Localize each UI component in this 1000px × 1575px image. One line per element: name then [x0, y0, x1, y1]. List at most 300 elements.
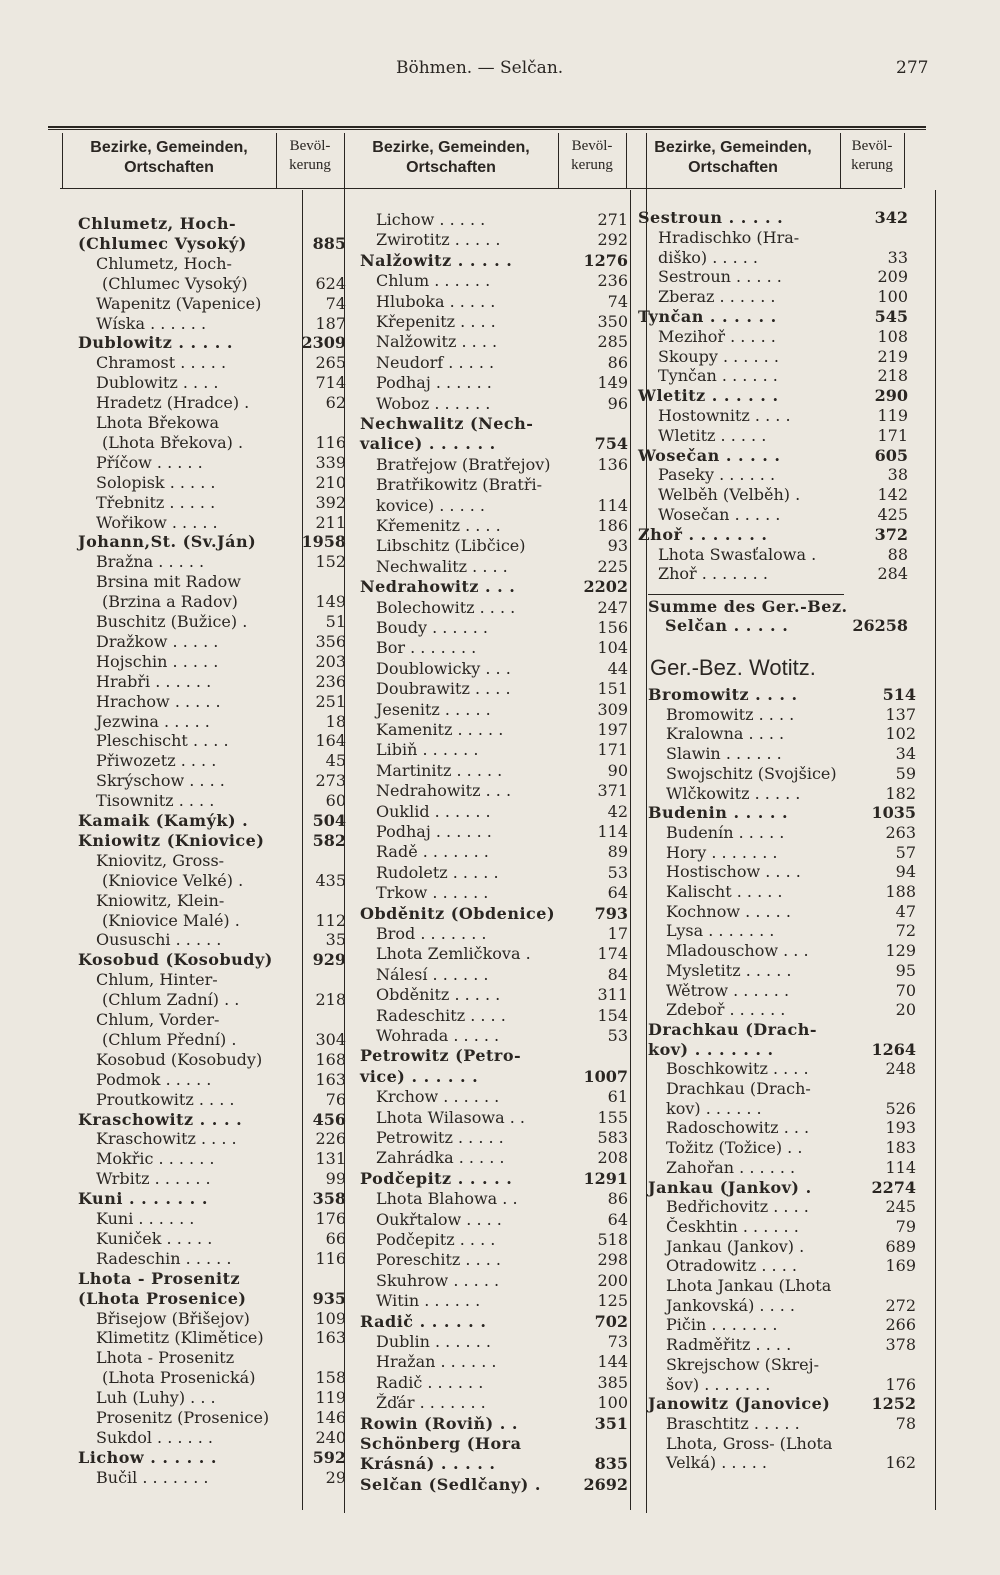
population-value: 108: [877, 326, 908, 346]
population-value: 95: [895, 960, 916, 980]
place-name: Obděnitz (Obdenice): [360, 903, 556, 923]
place-name: Českhtin . . . . . .: [666, 1216, 799, 1236]
population-value: 34: [895, 744, 916, 764]
population-value: 112: [315, 910, 346, 930]
place-name: Wohrada . . . . .: [376, 1026, 500, 1045]
population-value: 57: [895, 842, 916, 862]
place-name: Nalžowitz . . . . .: [360, 250, 513, 270]
place-name: Hradetz (Hradce) .: [96, 393, 250, 413]
place-name: Krchow . . . . . .: [376, 1087, 500, 1107]
population-value: 226: [315, 1129, 346, 1149]
population-value: 72: [895, 921, 916, 941]
population-value: 2274: [871, 1177, 916, 1197]
place-name: Slawin . . . . . .: [666, 744, 782, 764]
population-value: 311: [597, 985, 628, 1005]
population-value: 45: [325, 751, 346, 771]
population-value: 176: [885, 1374, 916, 1394]
population-value: 168: [315, 1049, 346, 1069]
place-name: Břisejow (Břišejov): [96, 1308, 250, 1328]
population-value: 605: [874, 445, 908, 465]
col1-header-pop: Bevöl- kerung: [289, 138, 331, 173]
population-value: 1958: [301, 532, 346, 552]
place-name: Hory . . . . . . .: [666, 842, 778, 862]
population-value: 158: [315, 1368, 346, 1388]
population-value: 102: [885, 724, 916, 744]
population-value: 35: [325, 930, 346, 950]
population-value: 514: [882, 685, 916, 704]
place-name: Hojschin . . . . .: [96, 651, 219, 671]
place-name: Jesenitz . . . . .: [376, 699, 491, 719]
population-value: 211: [315, 512, 346, 532]
population-value: 200: [597, 1270, 628, 1290]
place-name: Lhota Jankau (Lhota: [666, 1276, 832, 1295]
place-name: Tisownitz . . . .: [96, 791, 215, 811]
place-name: Bražna . . . . .: [96, 552, 205, 572]
place-name: Libiň . . . . . .: [376, 740, 479, 760]
place-name: Příčow . . . . .: [96, 452, 203, 472]
population-value: 174: [597, 944, 628, 964]
population-value: 29: [325, 1467, 346, 1487]
population-value: 271: [597, 210, 628, 229]
place-name: Skrejschow (Skrej-: [666, 1354, 820, 1374]
place-name: Chlum . . . . . .: [376, 271, 491, 291]
population-value: 79: [895, 1216, 916, 1236]
population-value: 545: [874, 307, 908, 326]
population-value: 885: [312, 233, 346, 253]
place-name: Radoschowitz . . .: [666, 1118, 810, 1138]
col2-header-pop: Bevöl- kerung: [571, 138, 613, 173]
population-value: 203: [315, 651, 346, 671]
place-name: Janowitz (Janovice): [648, 1394, 831, 1414]
population-value: 342: [874, 208, 908, 227]
population-value: 218: [315, 990, 346, 1010]
population-value: 272: [885, 1295, 916, 1315]
population-value: 624: [315, 273, 346, 293]
place-name: Hražan . . . . . .: [376, 1352, 497, 1372]
population-value: 285: [597, 332, 628, 352]
population-value: 2202: [583, 577, 628, 597]
population-value: 1264: [871, 1039, 916, 1059]
place-name: Lichow . . . . . .: [78, 1447, 217, 1467]
place-name: Kalischt . . . . .: [666, 882, 783, 901]
population-value: 592: [312, 1447, 346, 1467]
place-name: Velká) . . . . .: [666, 1453, 768, 1473]
place-name: Lhota, Gross- (Lhota: [666, 1433, 833, 1453]
place-name: kov) . . . . . .: [666, 1098, 762, 1118]
population-value: 929: [312, 950, 346, 970]
place-name: Wletitz . . . . . .: [638, 386, 779, 406]
place-name: Nechwalitz . . . .: [376, 556, 508, 576]
place-name: Nedrahowitz . . .: [360, 577, 516, 597]
place-name: Radě . . . . . . .: [376, 842, 489, 862]
population-value: 187: [315, 313, 346, 333]
place-name: Drachkau (Drach-: [666, 1079, 811, 1098]
place-name: Prosenitz (Prosenice): [96, 1408, 270, 1427]
population-value: 70: [895, 980, 916, 1000]
place-name: Kniovitz, Gross-: [96, 850, 225, 870]
place-name: Sestroun . . . . .: [638, 208, 784, 227]
place-name: (Kniovice Velké) .: [102, 870, 244, 890]
rule-v: [630, 190, 631, 1510]
population-value: 73: [607, 1332, 628, 1351]
place-name: Mladouschow . . .: [666, 941, 809, 961]
population-value: 754: [594, 434, 628, 454]
section-title-wotitz: Ger.-Bez. Wotitz.: [650, 655, 816, 680]
population-value: 273: [315, 771, 346, 791]
place-name: Zdeboř . . . . . .: [666, 1000, 786, 1020]
place-name: Martinitz . . . . .: [376, 760, 503, 780]
place-name: vice) . . . . . .: [360, 1066, 479, 1086]
rule-v: [840, 133, 841, 188]
population-value: 298: [597, 1250, 628, 1270]
place-name: Doublowicky . . .: [376, 658, 511, 678]
population-value: 356: [315, 631, 346, 651]
place-name: Bratřikowitz (Bratři-: [376, 475, 543, 495]
place-name: Budenín . . . . .: [666, 822, 785, 842]
place-name: Doubrawitz . . . .: [376, 679, 511, 699]
place-name: Swojschitz (Svojšice): [666, 763, 837, 783]
population-value: 209: [877, 267, 908, 287]
population-value: 53: [607, 1026, 628, 1045]
population-value: 1007: [583, 1066, 628, 1086]
population-value: 371: [597, 781, 628, 801]
place-name: Buschitz (Bužice) .: [96, 612, 248, 631]
population-value: 144: [597, 1352, 628, 1372]
population-value: 59: [895, 763, 916, 783]
place-name: Lhota - Prosenitz: [96, 1348, 235, 1368]
population-value: 146: [315, 1408, 346, 1427]
place-name: Chlumetz, Hoch-: [78, 214, 237, 233]
place-name: Petrowitz . . . . .: [376, 1128, 504, 1147]
population-value: 714: [315, 373, 346, 393]
place-name: Hrachow . . . . .: [96, 691, 221, 711]
population-value: 208: [597, 1148, 628, 1168]
place-name: Schönberg (Hora: [360, 1434, 522, 1453]
place-name: Sukdol . . . . . .: [96, 1427, 213, 1447]
population-value: 1276: [583, 250, 628, 270]
place-name: Nálesí . . . . . .: [376, 964, 489, 984]
population-value: 100: [597, 1393, 628, 1413]
population-value: 136: [597, 454, 628, 474]
population-value: 240: [315, 1427, 346, 1447]
place-name: kov) . . . . . . .: [648, 1039, 774, 1059]
population-value: 526: [885, 1098, 916, 1118]
population-value: 835: [594, 1454, 628, 1474]
place-name: Wořikow . . . . .: [96, 512, 218, 532]
place-name: (Lhota Prosenice): [78, 1288, 247, 1308]
place-name: Podmok . . . . .: [96, 1069, 212, 1089]
page-header: [0, 58, 1000, 82]
table-top-rule-thin: [48, 129, 926, 130]
place-name: Podhaj . . . . . .: [376, 373, 492, 393]
population-value: 152: [315, 552, 346, 572]
place-name: Hostischow . . . .: [666, 862, 801, 882]
population-value: 17: [607, 924, 628, 943]
population-value: 151: [597, 679, 628, 699]
population-value: 425: [877, 505, 908, 524]
population-value: 94: [895, 862, 916, 882]
place-name: Bromowitz . . . .: [666, 704, 795, 724]
population-value: 1035: [871, 803, 916, 823]
place-name: Chramost . . . . .: [96, 353, 227, 373]
place-name: Tožitz (Tožice) . .: [666, 1138, 803, 1158]
place-name: Mezihoř . . . . .: [658, 326, 776, 346]
population-value: 1252: [871, 1394, 916, 1414]
population-value: 583: [597, 1128, 628, 1147]
population-value: 137: [885, 704, 916, 724]
place-name: Proutkowitz . . . .: [96, 1089, 235, 1109]
population-value: 176: [315, 1209, 346, 1228]
place-name: Zhoř . . . . . . .: [638, 524, 768, 544]
population-value: 183: [885, 1138, 916, 1158]
place-name: Podčepitz . . . . .: [360, 1168, 513, 1188]
population-value: 163: [315, 1328, 346, 1348]
col2-header-name: Bezirke, Gemeinden, Ortschaften: [372, 139, 530, 176]
place-name: Radměřitz . . . .: [666, 1335, 792, 1355]
place-name: Chlum, Vorder-: [96, 1010, 220, 1029]
population-value: 435: [315, 870, 346, 890]
population-value: 149: [597, 373, 628, 393]
summary-rule: [648, 594, 844, 595]
place-name: Dublowitz . . . . .: [78, 333, 233, 353]
place-name: Johann,St. (Sv.Ján): [78, 532, 257, 552]
rule-v: [904, 133, 905, 188]
place-name: Welběh (Velběh) .: [658, 485, 801, 505]
population-value: 104: [597, 638, 628, 658]
place-name: Hrabři . . . . . .: [96, 671, 212, 691]
population-value: 188: [885, 882, 916, 901]
place-name: Pičin . . . . . . .: [666, 1315, 778, 1335]
population-value: 392: [315, 492, 346, 512]
place-name: Křemenitz . . . .: [376, 516, 501, 535]
population-value: 350: [597, 312, 628, 331]
place-name: Drachkau (Drach-: [648, 1019, 817, 1039]
place-name: kovice) . . . . .: [376, 495, 486, 515]
population-value: 99: [325, 1169, 346, 1189]
place-name: Bromowitz . . . .: [648, 685, 798, 704]
population-value: 236: [315, 671, 346, 691]
population-value: 351: [594, 1413, 628, 1433]
population-value: 582: [312, 830, 346, 850]
population-value: 60: [325, 791, 346, 811]
place-name: Braschtitz . . . . .: [666, 1413, 800, 1433]
place-name: Hluboka . . . . .: [376, 291, 496, 311]
population-value: 2309: [301, 333, 346, 353]
place-name: Kochnow . . . . .: [666, 901, 791, 921]
population-value: 372: [874, 524, 908, 544]
place-name: Brsina mit Radow: [96, 572, 241, 592]
population-value: 378: [885, 1335, 916, 1355]
population-value: 89: [607, 842, 628, 862]
place-name: Lhota Swasťalowa .: [658, 544, 817, 564]
place-name: Mokřic . . . . . .: [96, 1149, 215, 1169]
population-value: 247: [597, 597, 628, 617]
place-name: Podhaj . . . . . .: [376, 822, 492, 841]
place-name: Kniowitz (Kniovice): [78, 830, 265, 850]
place-name: Třebnitz . . . . .: [96, 492, 216, 512]
place-name: Radič . . . . . .: [360, 1311, 487, 1331]
place-name: Tynčan . . . . . .: [638, 307, 777, 326]
rule-v: [276, 133, 277, 188]
place-name: (Lhota Prosenická): [102, 1368, 256, 1388]
population-value: 88: [887, 544, 908, 564]
place-name: Bolechowitz . . . .: [376, 597, 516, 617]
population-value: 142: [877, 485, 908, 505]
place-name: Oukřtalow . . . .: [376, 1209, 502, 1229]
place-name: Kraschowitz . . . .: [96, 1129, 237, 1149]
population-value: 339: [315, 452, 346, 472]
place-name: Kralowna . . . .: [666, 724, 785, 744]
place-name: Zberaz . . . . . .: [658, 287, 776, 307]
place-name: Nechwalitz (Nech-: [360, 414, 534, 433]
population-value: 74: [607, 291, 628, 311]
place-name: Poreschitz . . . .: [376, 1250, 502, 1270]
rule-v: [626, 133, 627, 188]
population-value: 18: [325, 711, 346, 731]
place-name: Lhota Zemličkova .: [376, 944, 531, 964]
population-value: 74: [325, 293, 346, 313]
table-top-rule: [48, 126, 926, 128]
place-name: Dražkow . . . . .: [96, 631, 219, 651]
population-value: 163: [315, 1069, 346, 1089]
place-name: Jankau (Jankov) .: [648, 1177, 812, 1197]
place-name: Boschkowitz . . . .: [666, 1059, 809, 1079]
population-value: 114: [885, 1157, 916, 1177]
population-value: 385: [597, 1372, 628, 1392]
population-value: 109: [315, 1308, 346, 1328]
place-name: Kosobud (Kosobudy): [96, 1049, 263, 1069]
place-name: Jankau (Jankov) .: [666, 1236, 805, 1256]
summary-label-1: Summe des Ger.-Bez.: [648, 597, 848, 616]
population-value: 61: [607, 1087, 628, 1107]
population-value: 116: [315, 1248, 346, 1268]
place-name: Skuhrow . . . . .: [376, 1270, 500, 1290]
place-name: Bratřejow (Bratřejov): [376, 454, 551, 474]
place-name: Podčepitz . . . .: [376, 1230, 496, 1249]
col3-header-name: Bezirke, Gemeinden, Ortschaften: [654, 139, 812, 176]
population-value: 84: [607, 964, 628, 984]
population-value: 96: [607, 393, 628, 413]
place-name: Libschitz (Libčice): [376, 536, 526, 556]
population-value: 149: [315, 592, 346, 612]
place-name: Wětrow . . . . . .: [666, 980, 790, 1000]
place-name: (Lhota Břekova) .: [102, 432, 244, 452]
population-value: 53: [607, 862, 628, 882]
place-name: Budenin . . . . .: [648, 803, 789, 823]
place-name: (Chlumec Vysoký): [102, 273, 248, 293]
place-name: Chlum, Hinter-: [96, 970, 218, 990]
place-name: Luh (Luhy) . . .: [96, 1388, 216, 1408]
place-name: (Chlum Zadní) . .: [102, 990, 240, 1010]
place-name: Wosečan . . . . .: [658, 505, 781, 524]
place-name: Rudoletz . . . . .: [376, 862, 499, 882]
place-name: Kniowitz, Klein-: [96, 890, 225, 910]
population-value: 182: [885, 783, 916, 803]
population-value: 93: [607, 536, 628, 556]
population-value: 689: [885, 1236, 916, 1256]
population-value: 129: [885, 941, 916, 961]
col3-header-pop: Bevöl- kerung: [851, 138, 893, 173]
place-name: Nedrahowitz . . .: [376, 781, 512, 801]
population-value: 38: [887, 465, 908, 485]
population-value: 263: [885, 822, 916, 842]
population-value: 169: [885, 1256, 916, 1276]
population-value: 47: [895, 901, 916, 921]
population-value: 265: [315, 353, 346, 373]
place-name: Boudy . . . . . .: [376, 618, 489, 637]
place-name: Lysa . . . . . . .: [666, 921, 775, 941]
place-name: Zahrádka . . . . .: [376, 1148, 505, 1168]
population-value: 193: [885, 1118, 916, 1138]
population-value: 78: [895, 1413, 916, 1433]
population-value: 245: [885, 1197, 916, 1217]
place-name: Nalžowitz . . . .: [376, 332, 498, 352]
population-value: 114: [597, 822, 628, 841]
population-value: 86: [607, 1189, 628, 1209]
place-name: Žďár . . . . . . .: [376, 1393, 486, 1413]
population-value: 154: [597, 1005, 628, 1025]
place-name: Kuni . . . . . .: [96, 1209, 195, 1228]
rule-v: [558, 133, 559, 188]
population-value: 62: [325, 393, 346, 413]
summary-total: 26258: [852, 616, 908, 635]
population-value: 114: [597, 495, 628, 515]
place-name: Petrowitz (Petro-: [360, 1046, 522, 1066]
place-name: Přiwozetz . . . .: [96, 751, 217, 771]
population-value: 64: [607, 883, 628, 903]
place-name: (Chlumec Vysoký): [78, 233, 247, 253]
summary-label-2: Selčan . . . . .: [665, 616, 789, 635]
place-name: Pleschischt . . . .: [96, 731, 229, 751]
population-value: 225: [597, 556, 628, 576]
place-name: Otradowitz . . . .: [666, 1256, 797, 1276]
population-value: 284: [877, 564, 908, 584]
population-value: 76: [325, 1089, 346, 1109]
place-name: Skoupy . . . . . .: [658, 346, 779, 366]
population-value: 156: [597, 618, 628, 637]
place-name: šov) . . . . . . .: [666, 1374, 771, 1394]
place-name: Hradischko (Hra-: [658, 227, 800, 247]
place-name: Lhota Wilasowa . .: [376, 1107, 525, 1127]
rule-v: [62, 133, 63, 188]
place-name: Chlumetz, Hoch-: [96, 253, 232, 273]
place-name: Křepenitz . . . .: [376, 312, 496, 331]
place-name: valice) . . . . . .: [360, 434, 496, 454]
place-name: Lhota Břekowa: [96, 413, 220, 432]
place-name: Lhota Blahowa . .: [376, 1189, 518, 1209]
rule-v: [646, 133, 647, 1513]
population-value: 702: [594, 1311, 628, 1331]
population-value: 251: [315, 691, 346, 711]
population-value: 116: [315, 432, 346, 452]
population-value: 164: [315, 731, 346, 751]
population-value: 309: [597, 699, 628, 719]
place-name: Kuniček . . . . .: [96, 1228, 213, 1248]
population-value: 793: [594, 903, 628, 923]
population-value: 155: [597, 1107, 628, 1127]
place-name: Brod . . . . . . .: [376, 924, 487, 943]
place-name: Kamaik (Kamýk) .: [78, 811, 249, 830]
place-name: Trkow . . . . . .: [376, 883, 489, 903]
population-value: 2692: [583, 1474, 628, 1494]
population-value: 197: [597, 720, 628, 739]
population-value: 210: [315, 472, 346, 492]
place-name: Radič . . . . . .: [376, 1372, 484, 1392]
population-value: 90: [607, 760, 628, 780]
place-name: Radeschitz . . . .: [376, 1005, 506, 1025]
population-value: 44: [607, 658, 628, 678]
place-name: Skrýschow . . . .: [96, 771, 225, 791]
